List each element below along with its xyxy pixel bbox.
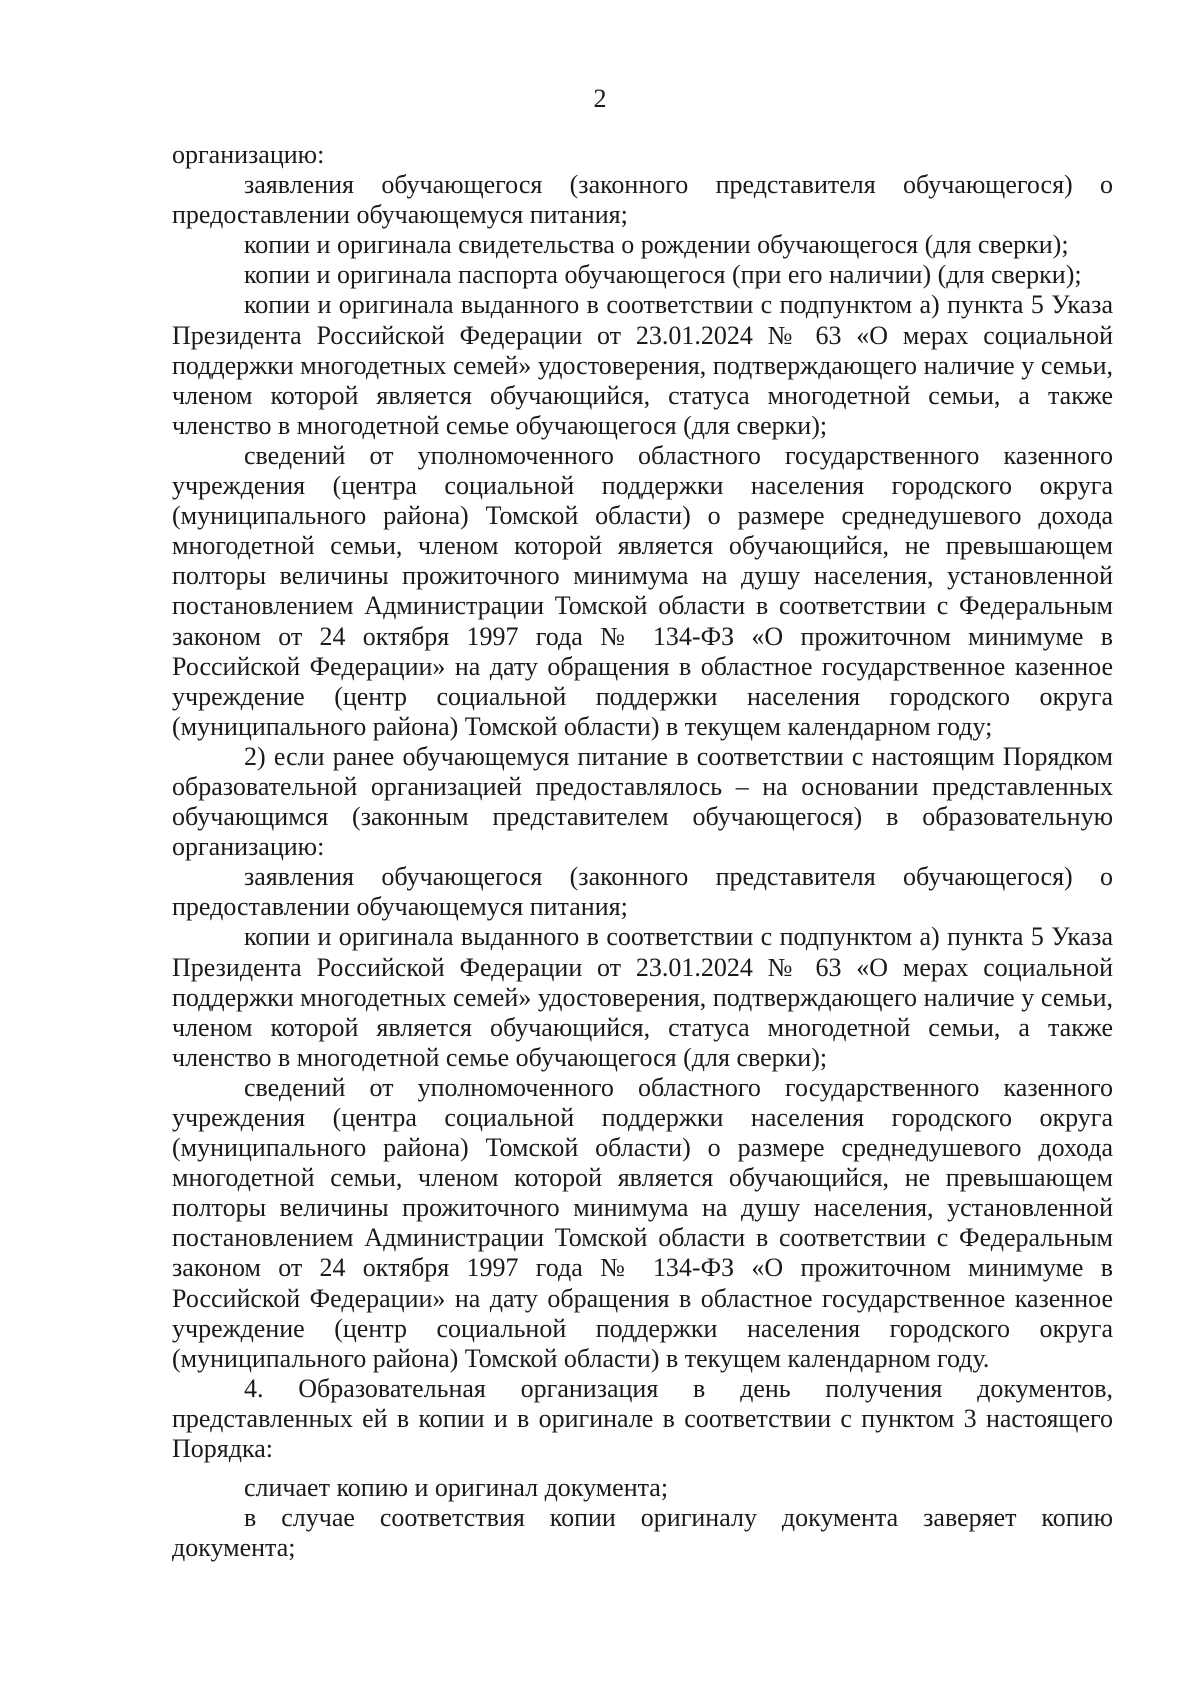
paragraph: копии и оригинала паспорта обучающегося (при его наличии) (для сверки); — [244, 260, 1082, 290]
paragraph: сличает копию и оригинал документа; — [244, 1473, 669, 1503]
paragraph: копии и оригинала свидетельства о рождении обучающегося (для сверки); — [244, 230, 1069, 260]
paragraph: организацию: — [172, 140, 325, 169]
paragraph: заявления обучающегося (законного представителя обучающегося) о предоставлении обучающемуся питания; — [172, 862, 1113, 922]
paragraph: 2) если ранее обучающемуся питание в соответствии с настоящим Порядком образовательной организацией предоставлялось – на основании представленных обучающимся (законным представителем обучающегося) в образовательную организацию: — [172, 741, 1113, 862]
paragraph: заявления обучающегося (законного представителя обучающегося) о предоставлении обучающемуся питания; — [172, 170, 1113, 230]
document-body — [172, 140, 1113, 1563]
paragraph: сведений от уполномоченного областного государственного казенного учреждения (центра социальной поддержки населения городского округа (муниципального района) Томской области) о размере среднедушевого дохода многодетной семьи, членом которой является обучающийся, не превышающем полторы величины прожиточного минимума на душу населения, установленной постановлением Администрации Томской области в соответствии с Федеральным законом от 24 октября 1997 года № 134-ФЗ «О прожиточном минимуме в Российской Федерации» на дату обращения в областное государственное казенное учреждение (центр социальной поддержки населения городского округа (муниципального района) Томской области) в текущем календарном году; — [172, 440, 1113, 741]
paragraph: копии и оригинала выданного в соответствии с подпунктом а) пункта 5 Указа Президента Российской Федерации от 23.01.2024 № 63 «О мерах социальной поддержки многодетных семей» удостоверения, подтверждающего наличие у семьи, членом которой является обучающийся, статуса многодетной семьи, а также членство в многодетной семье обучающегося (для сверки); — [172, 922, 1113, 1072]
paragraph: 4. Образовательная организация в день получения документов, представленных ей в копии и в оригинале в соответствии с пунктом 3 настоящего Порядка: — [172, 1373, 1113, 1464]
paragraph: в случае соответствия копии оригиналу документа заверяет копию документа; — [172, 1503, 1113, 1563]
paragraph: сведений от уполномоченного областного государственного казенного учреждения (центра социальной поддержки населения городского округа (муниципального района) Томской области) о размере среднедушевого дохода многодетной семьи, членом которой является обучающийся, не превышающем полторы величины прожиточного минимума на душу населения, установленной постановлением Администрации Томской области в соответствии с Федеральным законом от 24 октября 1997 года № 134-ФЗ «О прожиточном минимуме в Российской Федерации» на дату обращения в областное государственное казенное учреждение (центр социальной поддержки населения городского округа (муниципального района) Томской области) в текущем календарном году. — [172, 1072, 1113, 1373]
page-number: 2 — [593, 84, 607, 113]
spacer — [172, 1464, 1113, 1473]
paragraph: копии и оригинала выданного в соответствии с подпунктом а) пункта 5 Указа Президента Российской Федерации от 23.01.2024 № 63 «О мерах социальной поддержки многодетных семей» удостоверения, подтверждающего наличие у семьи, членом которой является обучающийся, статуса многодетной семьи, а также членство в многодетной семье обучающегося (для сверки); — [172, 290, 1113, 440]
